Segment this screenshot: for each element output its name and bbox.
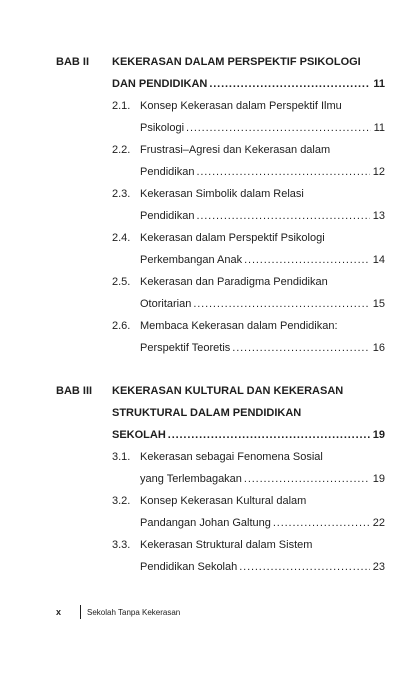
- dot-leader: [273, 512, 370, 534]
- section-page-number: 12: [372, 166, 385, 178]
- section-number: 3.1.: [112, 451, 131, 463]
- section-title-line: Konsep Kekerasan Kultural dalam: [140, 495, 307, 507]
- chapter-page-number: 11: [373, 78, 385, 90]
- dot-leader: [186, 117, 371, 139]
- section-title-line: Otoritarian: [140, 298, 192, 310]
- dot-leader: [168, 424, 370, 446]
- section-title-line: Membaca Kekerasan dalam Pendidikan:: [140, 320, 338, 332]
- dot-leader: [239, 556, 370, 578]
- page-footer: [56, 605, 180, 619]
- chapter-title-line: KEKERASAN KULTURAL DAN KEKERASAN: [112, 385, 344, 397]
- section-number: 2.2.: [112, 144, 131, 156]
- section-page-number: 23: [372, 561, 385, 573]
- chapter-title-line: DAN PENDIDIKAN: [112, 78, 208, 90]
- section-title-line: Kekerasan dan Paradigma Pendidikan: [140, 276, 328, 288]
- dot-leader: [244, 249, 370, 271]
- section-title-line: Kekerasan sebagai Fenomena Sosial: [140, 451, 323, 463]
- section-title-line: Kekerasan Simbolik dalam Relasi: [140, 188, 304, 200]
- section-title-line: Pendidikan: [140, 166, 195, 178]
- footer-book-title: Sekolah Tanpa Kekerasan: [87, 607, 181, 617]
- section-page-number: 13: [372, 210, 385, 222]
- section-number: 2.4.: [112, 232, 131, 244]
- section-number: 3.3.: [112, 539, 131, 551]
- chapter-title-line: KEKERASAN DALAM PERSPEKTIF PSIKOLOGI: [112, 56, 361, 68]
- dot-leader: [232, 337, 369, 359]
- section-title-line: Pendidikan Sekolah: [140, 561, 238, 573]
- section-title-line: Kekerasan dalam Perspektif Psikologi: [140, 232, 325, 244]
- dot-leader: [193, 293, 369, 315]
- chapter-title-leader[interactable]: [112, 73, 385, 95]
- section-page-number: 15: [372, 298, 385, 310]
- section-page-number: 22: [372, 517, 385, 529]
- section-page-number: 11: [373, 122, 385, 134]
- section-title-line: Pendidikan: [140, 210, 195, 222]
- section-title-line: Pandangan Johan Galtung: [140, 517, 271, 529]
- chapter-title-leader[interactable]: [112, 424, 385, 446]
- footer-page-number: x: [56, 607, 62, 617]
- footer-divider: [80, 605, 81, 619]
- section-title-line: Perspektif Teoretis: [140, 342, 231, 354]
- section-number: 2.3.: [112, 188, 131, 200]
- section-page-number: 14: [372, 254, 385, 266]
- section-number: 2.6.: [112, 320, 131, 332]
- section-title-line: Psikologi: [140, 122, 185, 134]
- section-title-line: Kekerasan Struktural dalam Sistem: [140, 539, 313, 551]
- chapter-title-line: STRUKTURAL DALAM PENDIDIKAN: [112, 407, 302, 419]
- dot-leader: [209, 73, 370, 95]
- chapter-page-number: 19: [372, 429, 385, 441]
- section-title-line: Konsep Kekerasan dalam Perspektif Ilmu: [140, 100, 342, 112]
- dot-leader: [244, 468, 370, 490]
- section-title-line: Perkembangan Anak: [140, 254, 243, 266]
- section-page-number: 16: [372, 342, 385, 354]
- chapter-label: BAB III: [56, 385, 93, 397]
- section-number: 2.1.: [112, 100, 131, 112]
- dot-leader: [196, 161, 369, 183]
- chapter-title-line: SEKOLAH: [112, 429, 166, 441]
- chapter-title: [112, 380, 385, 446]
- section-number: 2.5.: [112, 276, 131, 288]
- section-title-line: Frustrasi–Agresi dan Kekerasan dalam: [140, 144, 331, 156]
- chapter-label: BAB II: [56, 56, 89, 68]
- dot-leader: [196, 205, 369, 227]
- section-number: 3.2.: [112, 495, 131, 507]
- section-page-number: 19: [372, 473, 385, 485]
- chapter-title: [112, 51, 385, 95]
- section-title-line: yang Terlembagakan: [140, 473, 242, 485]
